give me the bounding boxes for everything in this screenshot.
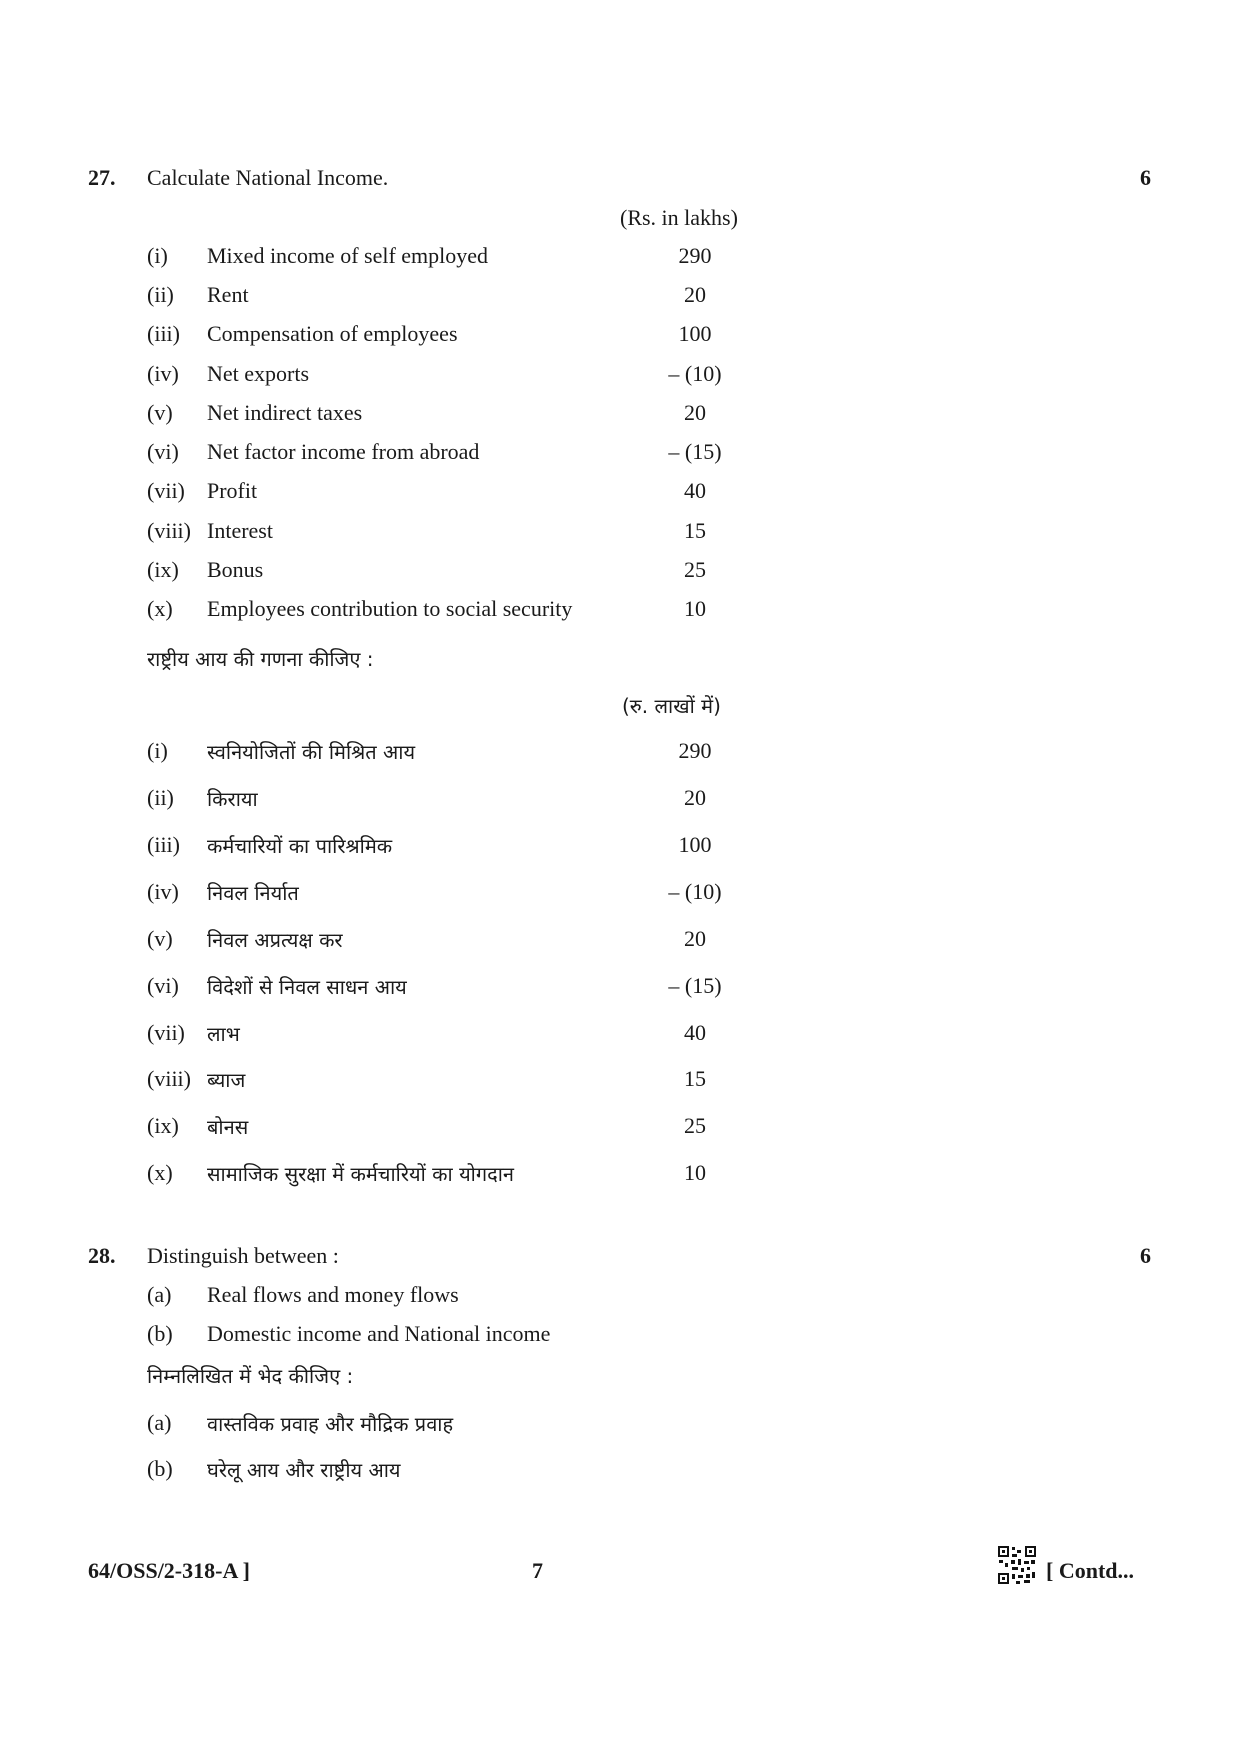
- item-label: वास्तविक प्रवाह और मौद्रिक प्रवाह: [207, 1412, 454, 1436]
- q27-title: Calculate National Income.: [147, 165, 389, 190]
- continued-label: [ Contd...: [1046, 1558, 1135, 1583]
- list-item: [0, 243, 1240, 277]
- q28-title-hindi: निम्नलिखित में भेद कीजिए :: [147, 1364, 354, 1388]
- item-number: (vi): [147, 439, 179, 464]
- item-number: (vi): [147, 973, 179, 998]
- q28-title: Distinguish between :: [147, 1243, 339, 1268]
- item-value: – (15): [668, 439, 722, 464]
- item-label: किराया: [207, 787, 258, 811]
- list-item: [0, 879, 1240, 913]
- list-item: [0, 1282, 1240, 1316]
- q28-number: 28.: [88, 1243, 116, 1268]
- item-number: (b): [147, 1456, 173, 1481]
- q27-marks: 6: [1140, 165, 1151, 190]
- item-value: 10: [684, 596, 706, 621]
- item-number: (i): [147, 243, 168, 268]
- item-value: 20: [684, 926, 706, 951]
- item-value: 10: [684, 1160, 706, 1185]
- paper-code: 64/OSS/2-318-A ]: [88, 1558, 250, 1583]
- item-label: Interest: [207, 518, 273, 543]
- item-label: Rent: [207, 282, 249, 307]
- item-value: 20: [684, 785, 706, 810]
- item-number: (x): [147, 596, 173, 621]
- q28-marks: 6: [1140, 1243, 1151, 1268]
- item-number: (ix): [147, 557, 179, 582]
- item-value: 15: [684, 518, 706, 543]
- item-label: Bonus: [207, 557, 264, 582]
- item-number: (iii): [147, 321, 180, 346]
- list-item: [0, 361, 1240, 395]
- item-label: Net factor income from abroad: [207, 439, 480, 464]
- item-number: (viii): [147, 1066, 191, 1091]
- item-label: Net indirect taxes: [207, 400, 363, 425]
- item-number: (a): [147, 1410, 172, 1435]
- list-item: [0, 1113, 1240, 1147]
- item-label: Employees contribution to social security: [207, 596, 573, 621]
- item-label: Real flows and money flows: [207, 1282, 459, 1307]
- item-number: (ii): [147, 785, 174, 810]
- item-label: Profit: [207, 478, 258, 503]
- item-label: विदेशों से निवल साधन आय: [207, 975, 407, 999]
- list-item: [0, 1160, 1240, 1194]
- list-item: [0, 973, 1240, 1007]
- list-item: [0, 832, 1240, 866]
- item-number: (viii): [147, 518, 191, 543]
- q27-unit-en: (Rs. in lakhs): [620, 205, 738, 230]
- item-label: Net exports: [207, 361, 310, 386]
- item-value: 290: [678, 738, 712, 763]
- item-number: (a): [147, 1282, 172, 1307]
- list-item: [0, 439, 1240, 473]
- item-number: (i): [147, 738, 168, 763]
- q27-unit-hindi: (रु. लाखों में): [622, 694, 721, 718]
- item-label: स्वनियोजितों की मिश्रित आय: [207, 740, 416, 764]
- item-value: – (10): [668, 361, 722, 386]
- list-item: [0, 1456, 1240, 1490]
- list-item: [0, 400, 1240, 434]
- item-value: 40: [684, 1020, 706, 1045]
- list-item: [0, 478, 1240, 512]
- list-item: [0, 1321, 1240, 1355]
- item-label: घरेलू आय और राष्ट्रीय आय: [207, 1458, 401, 1482]
- item-label: Domestic income and National income: [207, 1321, 551, 1346]
- item-value: 20: [684, 282, 706, 307]
- item-value: 15: [684, 1066, 706, 1091]
- item-value: 290: [678, 243, 712, 268]
- page-number: 7: [532, 1558, 543, 1583]
- qr-code-icon: [997, 1545, 1037, 1585]
- item-number: (v): [147, 400, 173, 425]
- item-label: ब्याज: [207, 1068, 246, 1092]
- list-item: [0, 1066, 1240, 1100]
- item-number: (x): [147, 1160, 173, 1185]
- item-value: 20: [684, 400, 706, 425]
- list-item: [0, 518, 1240, 552]
- item-number: (v): [147, 926, 173, 951]
- item-label: निवल निर्यात: [207, 881, 299, 905]
- item-label: Mixed income of self employed: [207, 243, 489, 268]
- item-number: (ii): [147, 282, 174, 307]
- item-number: (iv): [147, 879, 179, 904]
- item-number: (vii): [147, 478, 185, 503]
- item-value: 100: [678, 832, 712, 857]
- list-item: [0, 785, 1240, 819]
- item-label: निवल अप्रत्यक्ष कर: [207, 928, 343, 952]
- item-number: (b): [147, 1321, 173, 1346]
- item-label: बोनस: [207, 1115, 249, 1139]
- item-number: (vii): [147, 1020, 185, 1045]
- item-label: सामाजिक सुरक्षा में कर्मचारियों का योगदान: [207, 1162, 515, 1186]
- q27-number: 27.: [88, 165, 116, 190]
- item-label: कर्मचारियों का पारिश्रमिक: [207, 834, 393, 858]
- item-number: (ix): [147, 1113, 179, 1138]
- item-label: Compensation of employees: [207, 321, 458, 346]
- list-item: [0, 1020, 1240, 1054]
- list-item: [0, 738, 1240, 772]
- item-number: (iii): [147, 832, 180, 857]
- list-item: [0, 321, 1240, 355]
- list-item: [0, 282, 1240, 316]
- list-item: [0, 596, 1240, 630]
- list-item: [0, 557, 1240, 591]
- item-value: – (15): [668, 973, 722, 998]
- item-value: – (10): [668, 879, 722, 904]
- item-value: 40: [684, 478, 706, 503]
- item-value: 100: [678, 321, 712, 346]
- list-item: [0, 926, 1240, 960]
- item-label: लाभ: [207, 1022, 240, 1046]
- q27-title-hindi: राष्ट्रीय आय की गणना कीजिए :: [147, 647, 374, 671]
- item-value: 25: [684, 1113, 706, 1138]
- list-item: [0, 1410, 1240, 1444]
- item-value: 25: [684, 557, 706, 582]
- item-number: (iv): [147, 361, 179, 386]
